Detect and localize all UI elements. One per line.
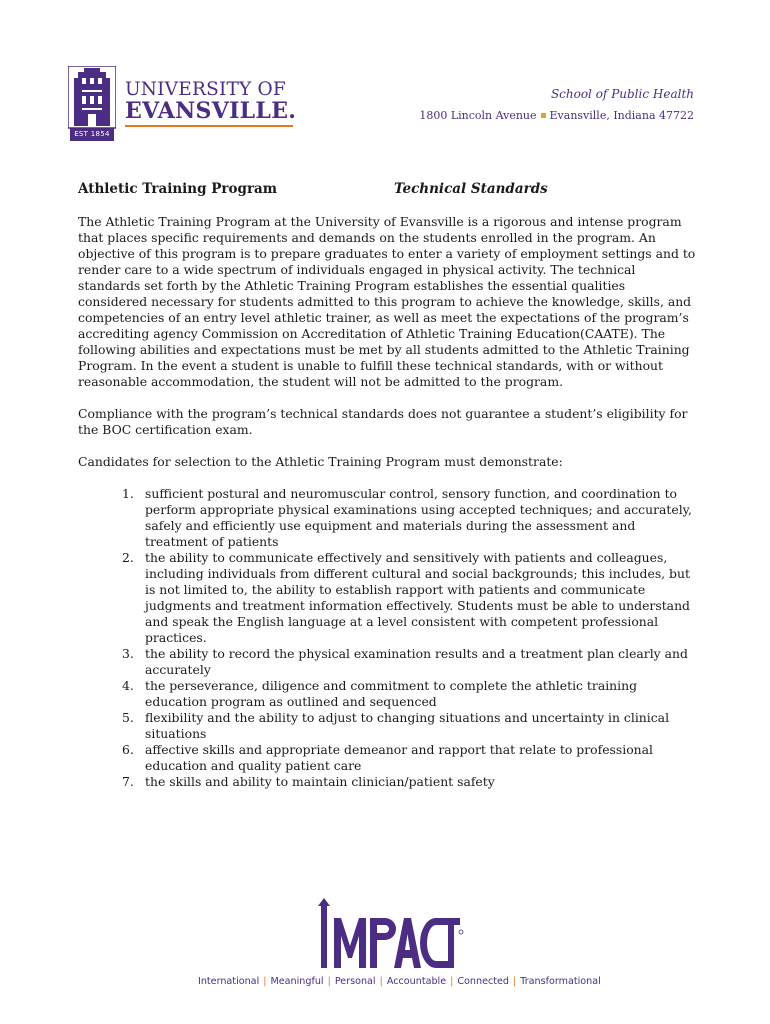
list-item: [78, 742, 698, 774]
list-text: the perseverance, diligence and commitment to complete the athletic training education program as outlined and sequenced: [145, 678, 638, 709]
list-number: 5.: [122, 710, 134, 725]
list-number: 1.: [122, 486, 134, 501]
document-title: Technical Standards: [394, 181, 548, 197]
university-logo: [68, 66, 298, 144]
tagline-word: Connected: [457, 976, 510, 987]
wordmark-underline: [125, 125, 293, 127]
list-text: flexibility and the ability to adjust to changing situations and uncertainty in clinical situations: [145, 710, 670, 741]
list-text: sufficient postural and neuromuscular control, sensory function, and coordination to perform appropriate physical examinations using accepted techniques; and accurately, safely and efficiently use equipment and materials during the assessment and treatment of patients: [145, 486, 692, 549]
impact-tagline: [198, 976, 601, 987]
tagline-separator: |: [263, 976, 267, 987]
list-text: affective skills and appropriate demeanor and rapport that relate to professional education and quality patient care: [145, 742, 654, 773]
compliance-paragraph: Compliance with the program’s technical standards does not guarantee a student’s eligibility for the BOC certification exam.: [78, 406, 688, 437]
list-number: 4.: [122, 678, 134, 693]
tagline-separator: |: [513, 976, 517, 987]
separator-square-icon: [541, 113, 546, 118]
school-name: School of Public Health: [550, 87, 694, 101]
list-item: [78, 486, 698, 550]
tagline-word: Personal: [334, 976, 376, 987]
university-wordmark: [125, 80, 296, 122]
street-address: 1800 Lincoln Avenue: [419, 109, 537, 122]
tagline-separator: |: [327, 976, 331, 987]
list-item: [78, 678, 698, 710]
intro-paragraph: The Athletic Training Program at the University of Evansville is a rigorous and intense program that places specific requirements and demands on the students enrolled in the program. An objective of this program is to prepare graduates to enter a variety of employment settings and to render care to a wide spectrum of individuals engaged in physical activity. The technical standards set forth by the Athletic Training Program establishes the essential qualities considered necessary for students admitted to this program to achieve the knowledge, skills, and competencies of an entry level athletic trainer, as well as meet the expectations of the program’s accrediting agency Commission on Accreditation of Athletic Training Education(CAATE). The following abilities and expectations must be met by all students admitted to the Athletic Training Program. In the event a student is unable to fulfill these technical standards, with or without reasonable accommodation, the student will not be admitted to the program.: [78, 214, 696, 389]
list-text: the skills and ability to maintain clinician/patient safety: [145, 774, 495, 789]
list-item: [78, 710, 698, 742]
list-number: 7.: [122, 774, 134, 789]
list-number: 6.: [122, 742, 134, 757]
candidates-paragraph: Candidates for selection to the Athletic Training Program must demonstrate:: [78, 454, 563, 469]
tagline-word: Meaningful: [270, 976, 324, 987]
tagline-word: Accountable: [386, 976, 447, 987]
tagline-word: International: [198, 976, 260, 987]
list-text: the ability to record the physical examination results and a treatment plan clearly and accurately: [145, 646, 688, 677]
list-item: [78, 774, 698, 790]
tagline-word: Transformational: [520, 976, 601, 987]
address-line: [419, 109, 694, 122]
list-text: the ability to communicate effectively and sensitively with patients and colleagues, including individuals from different cultural and social backgrounds; this includes, but is not limited to, the ability to establish rapport with patients and communicate judgments and treatment information effectively. Students must be able to understand and speak the English language at a level consistent with competent professional practices.: [145, 550, 690, 645]
wordmark-line1: UNIVERSITY OF: [125, 79, 286, 100]
program-title: Athletic Training Program: [78, 181, 278, 197]
impact-logo: [314, 898, 464, 970]
list-item: [78, 550, 698, 646]
list-number: 2.: [122, 550, 134, 565]
list-number: 3.: [122, 646, 134, 661]
tagline-separator: |: [379, 976, 383, 987]
list-item: [78, 646, 698, 678]
wordmark-line2: EVANSVILLE.: [125, 98, 297, 124]
requirements-list: [78, 486, 698, 790]
est-badge: EST 1854: [70, 128, 114, 141]
body-text: [78, 214, 698, 790]
city-state-zip: Evansville, Indiana 47722: [549, 109, 694, 122]
tagline-separator: |: [450, 976, 454, 987]
